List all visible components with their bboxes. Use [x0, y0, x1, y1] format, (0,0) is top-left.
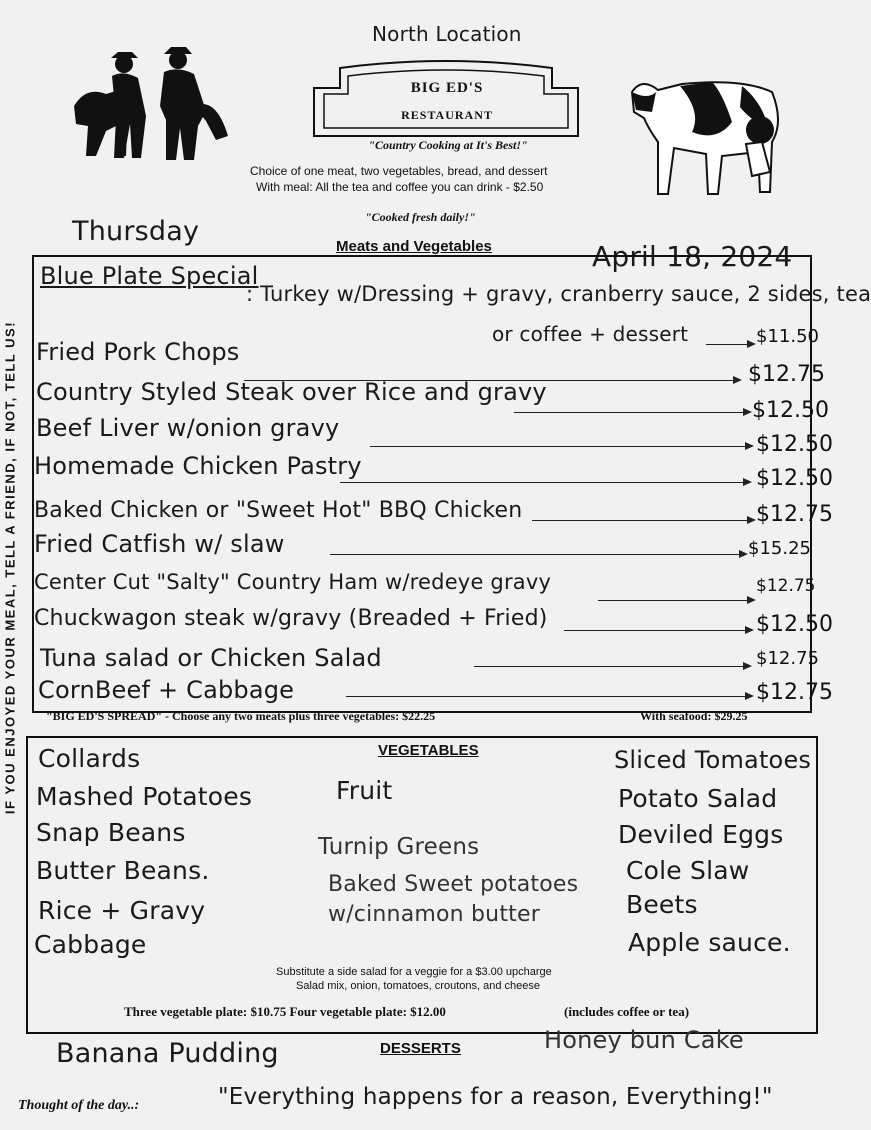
vegetable-item: Collards — [38, 744, 141, 773]
thought-text: "Everything happens for a reason, Everything!" — [218, 1084, 773, 1110]
spread-text: "BIG ED'S SPREAD" - Choose any two meats plus three vegetables: $22.25 — [46, 709, 436, 723]
meat-leader — [564, 630, 752, 631]
date-label: April 18, 2024 — [592, 240, 793, 273]
meat-leader — [532, 520, 754, 521]
vegetable-item: Deviled Eggs — [618, 820, 784, 849]
vegetable-item: Butter Beans. — [36, 856, 210, 885]
meat-item-name: Homemade Chicken Pastry — [34, 452, 362, 480]
vegetable-item: Turnip Greens — [318, 834, 480, 860]
thought-label: Thought of the day..: — [18, 1098, 140, 1113]
cow-milkmaid-illustration — [622, 72, 792, 202]
vegetable-item: Rice + Gravy — [38, 896, 206, 925]
meat-item-name: Beef Liver w/onion gravy — [36, 414, 340, 442]
meat-item-name: Baked Chicken or "Sweet Hot" BBQ Chicken — [34, 498, 523, 523]
vegetable-item: Snap Beans — [36, 818, 186, 847]
blue-plate-price: $11.50 — [756, 326, 819, 347]
meat-leader — [340, 482, 750, 483]
vegetable-item: Mashed Potatoes — [36, 782, 253, 811]
vegetable-item: Apple sauce. — [628, 928, 791, 957]
big-eds-logo — [310, 58, 582, 138]
vegetable-item: w/cinnamon butter — [328, 902, 540, 927]
meat-leader — [346, 696, 752, 697]
spread-seafood: With seafood: $29.25 — [640, 709, 748, 723]
vegetable-plates-prices: Three vegetable plate: $10.75 Four vegetable plate: $12.00 — [124, 1004, 446, 1019]
meat-item-price: $12.50 — [756, 432, 833, 457]
desserts-title: DESSERTS — [380, 1040, 461, 1057]
day-label: Thursday — [72, 216, 200, 247]
meat-item-price: $12.50 — [756, 612, 833, 637]
blue-plate-label: Blue Plate Special — [40, 262, 259, 290]
meat-item-price: $15.25 — [748, 538, 811, 559]
meat-item-name: CornBeef + Cabbage — [38, 676, 295, 704]
choice-line-1: Choice of one meat, two vegetables, bread, and dessert — [250, 164, 548, 178]
slogan: "Country Cooking at It's Best!" — [368, 138, 528, 152]
meat-item-price: $12.75 — [756, 502, 833, 527]
farmers-horse-illustration — [66, 36, 236, 166]
dessert-left: Banana Pudding — [56, 1038, 279, 1069]
meat-item-name: Center Cut "Salty" Country Ham w/redeye gravy — [34, 570, 552, 594]
meat-item-name: Fried Pork Chops — [36, 338, 240, 366]
meat-leader — [330, 554, 746, 555]
vegetables-title: VEGETABLES — [378, 742, 479, 759]
section-title: Meats and Vegetables — [336, 238, 492, 255]
dessert-right: Honey bun Cake — [544, 1026, 744, 1054]
blue-plate-description-1: : Turkey w/Dressing + gravy, cranberry sauce, 2 sides, tea — [246, 282, 871, 306]
blue-plate-leader — [706, 344, 754, 345]
logo-subtitle: RESTAURANT — [401, 108, 493, 122]
meat-item-price: $12.75 — [756, 648, 819, 669]
vegetable-item: Fruit — [336, 776, 393, 805]
side-note: IF YOU ENJOYED YOUR MEAL, TELL A FRIEND, IF NOT, TELL US! — [2, 320, 18, 815]
vegetable-item: Potato Salad — [618, 784, 778, 813]
meat-item-price: $12.75 — [756, 576, 816, 596]
vegetable-item: Beets — [626, 890, 698, 919]
meat-item-name: Country Styled Steak over Rice and gravy — [36, 378, 547, 406]
meat-item-price: $12.50 — [756, 466, 833, 491]
location-label: North Location — [372, 22, 522, 46]
meat-leader — [598, 600, 754, 601]
meat-item-price: $12.50 — [752, 398, 829, 423]
meat-leader — [514, 412, 750, 413]
choice-line-2: With meal: All the tea and coffee you can drink - $2.50 — [256, 180, 544, 194]
vegetable-item: Cabbage — [34, 930, 147, 959]
meat-leader — [370, 446, 752, 447]
meat-leader — [474, 666, 750, 667]
vegetable-item: Cole Slaw — [626, 856, 750, 885]
blue-plate-description-2: or coffee + dessert — [492, 322, 689, 346]
cooked-fresh: "Cooked fresh daily!" — [365, 210, 476, 224]
salad-contents: Salad mix, onion, tomatoes, croutons, and cheese — [296, 980, 540, 992]
logo-name: BIG ED'S — [410, 80, 484, 96]
substitute-note: Substitute a side salad for a veggie for a $3.00 upcharge — [276, 966, 552, 978]
meat-item-name: Tuna salad or Chicken Salad — [40, 644, 382, 672]
meat-item-name: Chuckwagon steak w/gravy (Breaded + Fried) — [34, 606, 548, 631]
vegetable-item: Sliced Tomatoes — [614, 746, 812, 774]
meat-item-price: $12.75 — [748, 362, 825, 387]
meat-item-price: $12.75 — [756, 680, 833, 705]
vegetable-item: Baked Sweet potatoes — [328, 872, 579, 897]
vegetable-plates-note: (includes coffee or tea) — [564, 1004, 690, 1019]
meat-item-name: Fried Catfish w/ slaw — [34, 530, 285, 558]
